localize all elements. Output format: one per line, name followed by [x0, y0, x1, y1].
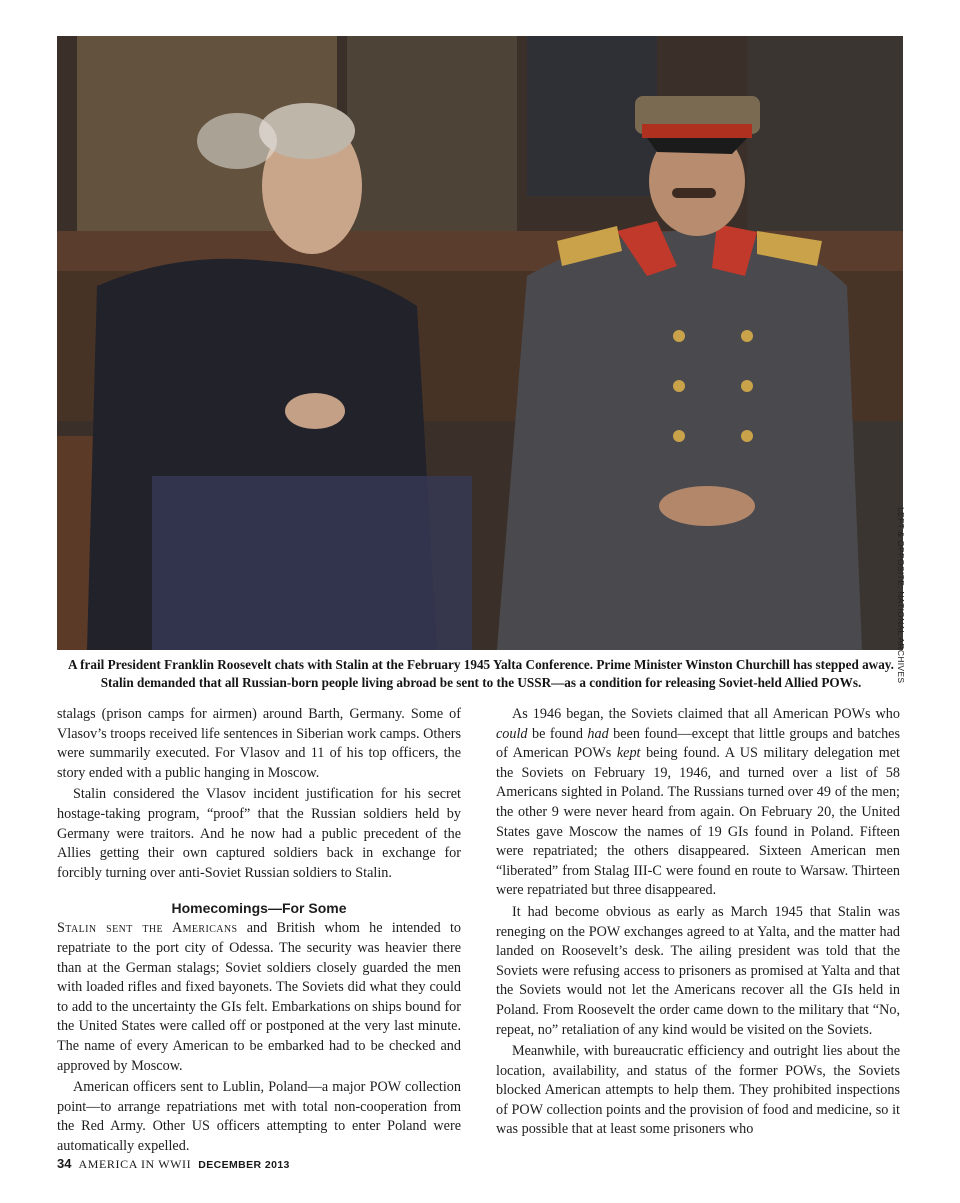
yalta-photo-illustration [57, 36, 903, 650]
coat-button [673, 430, 685, 442]
roosevelt-trousers [152, 476, 472, 650]
left-column [57, 705, 461, 1156]
paragraph: It had become obvious as early as March 1945 that Stalin was reneging on the POW exchanges agreed to at Yalta, and the matter had landed on Roosevelt’s desk. The ailing president was told that the Soviets were refusing access to prisoners as promised at Yalta and that the Soviets would not let the Americans recover all the GIs held in Poland. From Roosevelt the order came down to the military that “No, repeat, no” retaliation of any kind would be visited on the Soviets. [496, 903, 900, 1038]
photo-credit: LEFT & OPPOSITE: NATIONAL ARCHIVES [896, 507, 906, 684]
paragraph-text: and British whom he intended to repatriate to the port city of Odessa. The security was heavier there than at the German stalags; Soviet soldiers closely guarded the men with loaded rifles and fixed bayonets. The Soviets did what they could to add to the uncertainty the GIs felt. Embarkations on ships bound for the United States were called off or postponed at the very last minute. The name of every American to be embarked had to be checked and approved by Moscow. [57, 920, 461, 1074]
issue-date: DECEMBER 2013 [198, 1159, 290, 1171]
cigarette-smoke [197, 113, 277, 169]
paragraph [57, 919, 461, 1076]
roosevelt-hand [285, 393, 345, 429]
paragraph-text: be found [527, 725, 588, 742]
historical-photo [57, 36, 903, 650]
emphasis: had [587, 725, 609, 742]
publication-name: AMERICA IN WWII [78, 1157, 192, 1171]
paragraph: American officers sent to Lublin, Poland—a major POW collection point—to arrange repatriations met with total non-cooperation from the Red Army. Other US officers attempting to enter Poland were automatically expelled. [57, 1079, 461, 1154]
paragraph-text: been found—except that little groups and batches of American POWs [496, 725, 900, 762]
paragraph [496, 705, 900, 901]
paragraph: stalags (prison camps for airmen) around Barth, Germany. Some of Vlasov’s troops received life sentences in Siberian work camps. Others were summarily executed. For Vlasov and 11 of his top officers, the story ended with a public hanging in Moscow. [57, 706, 461, 781]
coat-button [741, 330, 753, 342]
paragraph: Stalin considered the Vlasov incident justification for his secret hostage-taking program, “proof” that the Russian soldiers held by Germany were traitors. And he now had a public precedent of the Allies getting their own captured soldiers back in exchange for forcibly turning over anti-Soviet Russian soldiers to Stalin. [57, 786, 461, 881]
lead-in-smallcaps: Stalin sent the Americans [57, 920, 238, 937]
stalin-cap-visor [647, 138, 747, 154]
stalin-clasped-hands [659, 486, 755, 526]
coat-button [741, 430, 753, 442]
emphasis: could [496, 725, 528, 742]
stalin-mustache [672, 188, 716, 198]
right-column [496, 705, 900, 1140]
coat-button [673, 330, 685, 342]
paragraph: Meanwhile, with bureaucratic efficiency and outright lies about the location, availability, and status of the former POWs, the Soviets blocked American attempts to help them. They prohibited inspections of POW collection points and the provision of food and medicine, so it was possible that at least some prisoners who [496, 1043, 900, 1138]
paragraph-text: As 1946 began, the Soviets claimed that all American POWs who [512, 706, 900, 722]
coat-button [673, 380, 685, 392]
photo-caption: A frail President Franklin Roosevelt chats with Stalin at the February 1945 Yalta Conference. Prime Minister Winston Churchill has stepped away. Stalin demanded that all Russian-born people living abroad be sent to the USSR—as a condition for releasing Soviet-held Allied POWs. [68, 657, 894, 690]
page-footer [57, 1156, 290, 1174]
emphasis: kept [616, 745, 641, 762]
section-subhead: Homecomings—For Some [171, 900, 347, 917]
paragraph-text: being found. A US military delegation met the Soviets on February 19, 1946, and turned over a list of 58 Americans sighted in Poland. The Russians turned over 49 of the men; the other 9 were never heard from again. On February 20, the United States gave Moscow the names of 19 GIs found in Poland. Fifteen were repatriated; the others disappeared. Sixteen American men “liberated” from Stalag III-C were found en route to Warsaw. Thirteen were repatriated but three disappeared. [496, 745, 901, 899]
stalin-cap-band [642, 124, 752, 138]
coat-button [741, 380, 753, 392]
page-number: 34 [57, 1156, 72, 1171]
